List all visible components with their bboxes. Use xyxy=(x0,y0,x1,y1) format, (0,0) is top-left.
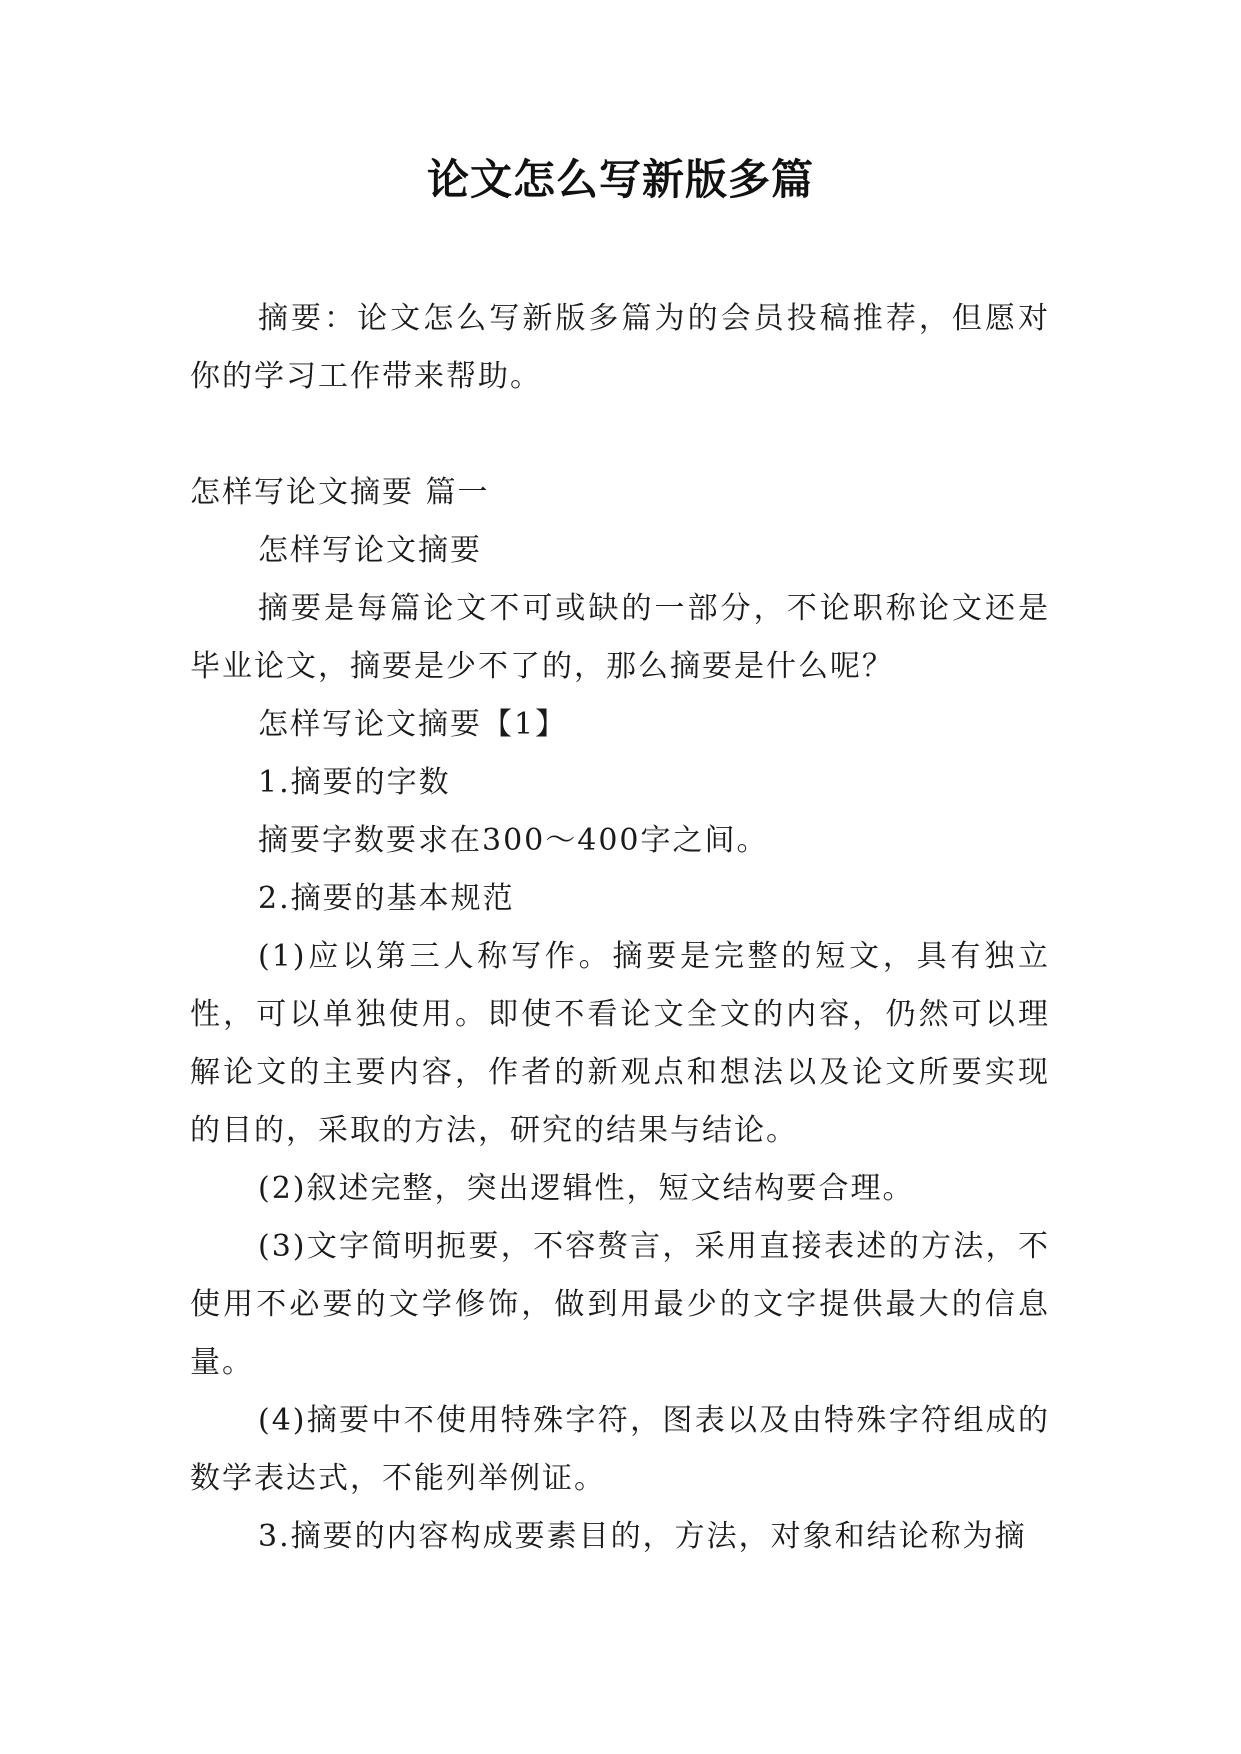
paragraph-subheading: 怎样写论文摘要【1】 xyxy=(258,707,568,742)
paragraph-rule-4: (4)摘要中不使用特殊字符，图表以及由特殊字符组成的数学表达式，不能列举例证。 xyxy=(190,1403,1050,1496)
paragraph-item-2-heading: 2.摘要的基本规范 xyxy=(258,881,515,916)
paragraph-intro: 摘要是每篇论文不可或缺的一部分，不论职称论文还是毕业论文，摘要是少不了的，那么摘要是什么呢？ xyxy=(190,591,1050,684)
paragraph-rule-2: (2)叙述完整，突出逻辑性，短文结构要合理。 xyxy=(258,1171,915,1206)
paragraph-rule-1: (1)应以第三人称写作。摘要是完整的短文，具有独立性，可以单独使用。即使不看论文全文的内容，仍然可以理解论文的主要内容，作者的新观点和想法以及论文所要实现的目的，采取的方法，研究的结果与结论。 xyxy=(190,939,1050,1148)
document-body xyxy=(190,290,1050,1566)
paragraph-rule-3: (3)文字简明扼要，不容赘言，采用直接表述的方法，不使用不必要的文学修饰，做到用最少的文字提供最大的信息量。 xyxy=(190,1229,1050,1380)
paragraph-item-1-text: 摘要字数要求在300～400字之间。 xyxy=(258,823,769,858)
paragraph-subtitle: 怎样写论文摘要 xyxy=(258,533,482,568)
paragraph-item-3: 3.摘要的内容构成要素目的，方法，对象和结论称为摘 xyxy=(258,1519,1027,1554)
abstract-paragraph: 摘要：论文怎么写新版多篇为的会员投稿推荐，但愿对你的学习工作带来帮助。 xyxy=(190,301,1050,394)
paragraph-item-1-heading: 1.摘要的字数 xyxy=(258,765,451,800)
document-title: 论文怎么写新版多篇 xyxy=(426,155,814,204)
section-heading: 怎样写论文摘要 篇一 xyxy=(190,475,490,510)
